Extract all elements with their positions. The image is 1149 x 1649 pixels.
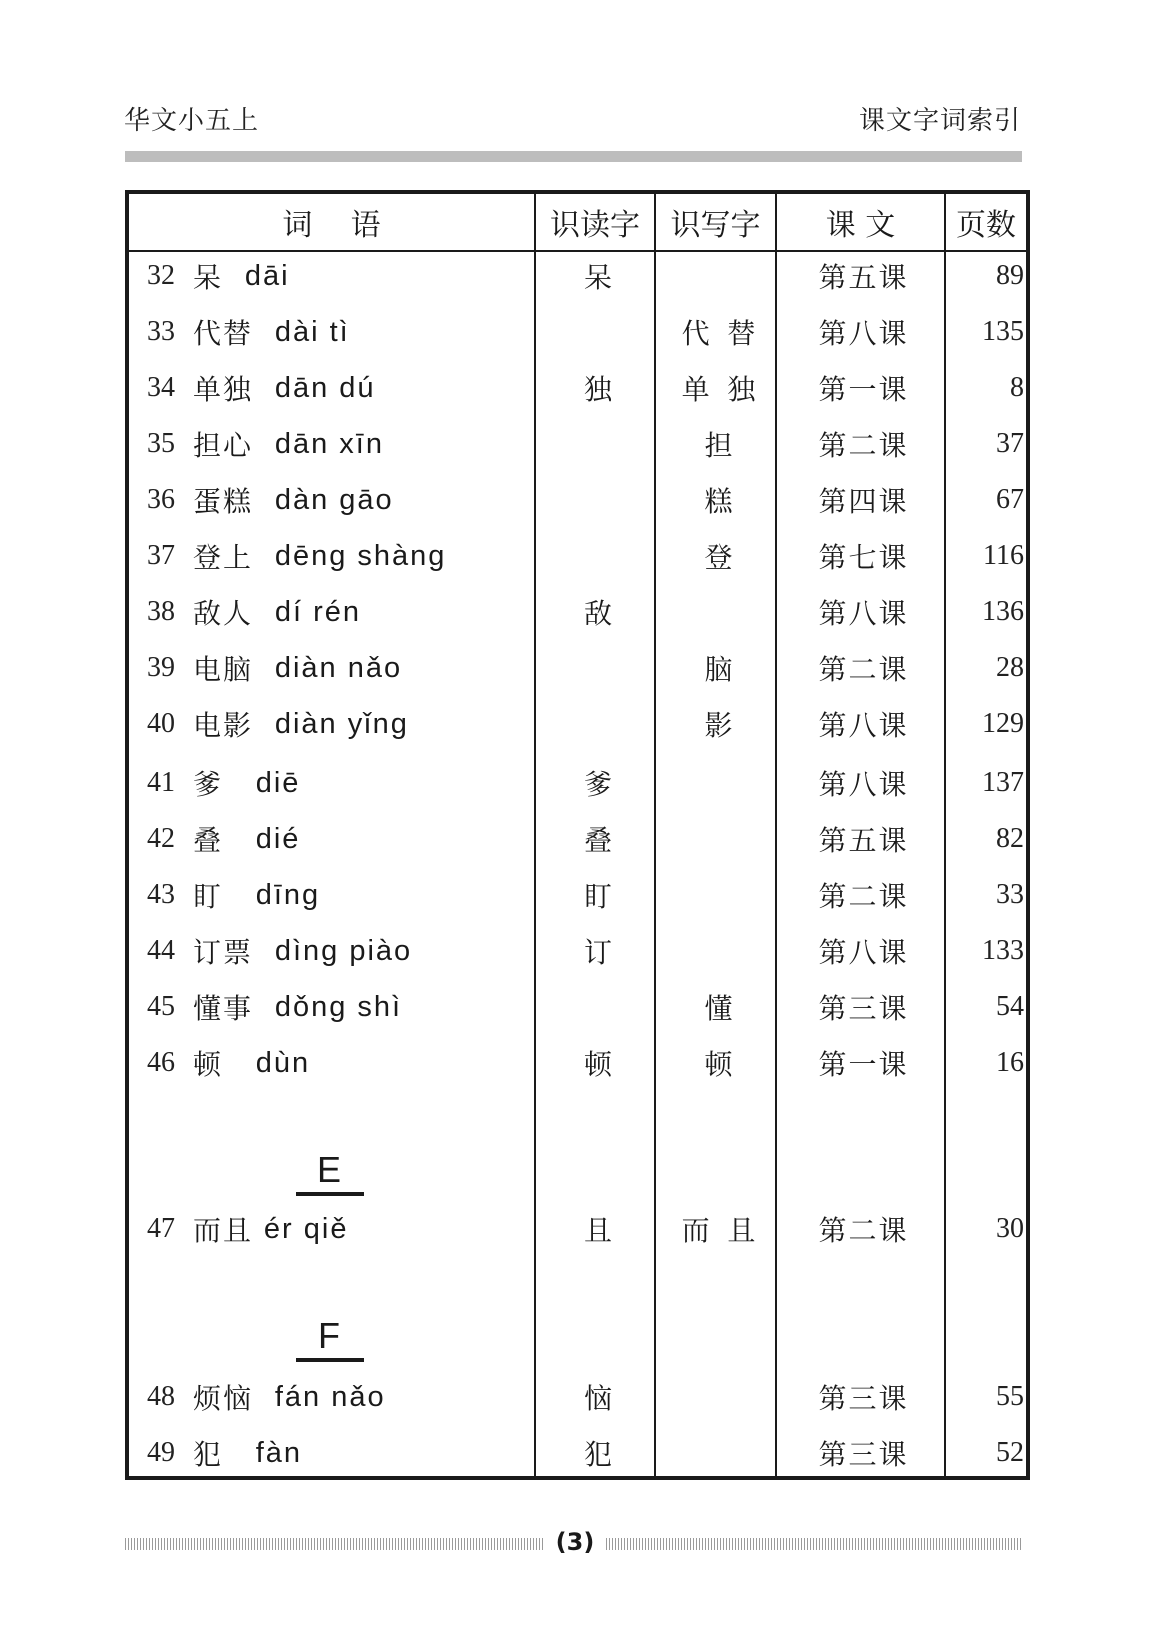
table-row [129,534,1026,578]
entry-word: 叠 dié [193,822,301,857]
table-row [129,873,1026,917]
lesson: 第八课 [818,768,909,801]
entry-word: 顿 dùn [193,1046,311,1081]
write-char [658,254,779,298]
entry-number: 44 [147,935,175,966]
table-row [129,590,1026,634]
write-char: 而 且 [681,1214,756,1247]
read-char [538,702,658,746]
table-row [129,1431,1026,1475]
write-char: 影 [704,709,733,742]
lesson: 第二课 [818,653,909,686]
page-ref: 16 [996,1047,1024,1078]
entry-number: 33 [147,316,175,347]
section-underline [296,1358,364,1362]
lesson: 第一课 [818,1048,909,1081]
write-char [658,929,779,973]
table-row [129,366,1026,410]
entry-number: 41 [147,767,175,798]
header-divider [129,250,1026,252]
lesson: 第七课 [818,541,909,574]
entry-word: 电脑 diàn nǎo [193,651,403,686]
vocabulary-index-table [125,190,1030,1480]
page-ref: 37 [996,428,1024,459]
table-row [129,254,1026,298]
entry-word: 烦恼 fán nǎo [193,1380,386,1415]
read-char: 订 [583,936,612,969]
entry-number: 42 [147,823,175,854]
read-char [538,310,658,354]
write-char [658,761,779,805]
write-char: 脑 [704,653,733,686]
page-ref: 55 [996,1381,1024,1412]
page-ref: 67 [996,484,1024,515]
entry-number: 46 [147,1047,175,1078]
lesson: 第二课 [818,880,909,913]
footer-rule-right [606,1538,1022,1550]
page-ref: 129 [982,708,1024,739]
table-row [129,702,1026,746]
write-char: 担 [704,429,733,462]
page-ref: 30 [996,1213,1024,1244]
entry-pinyin: fàn [255,1436,303,1469]
entry-number: 43 [147,879,175,910]
write-char: 顿 [704,1048,733,1081]
page-ref: 33 [996,879,1024,910]
entry-word: 蛋糕 dàn gāo [193,483,394,518]
column-header-page: 页数 [956,208,1016,243]
entry-word: 盯 dīng [193,878,321,913]
table-row [129,1041,1026,1085]
lesson: 第二课 [818,429,909,462]
column-header-write-char: 识写字 [670,208,761,243]
read-char: 盯 [583,880,612,913]
page-ref: 28 [996,652,1024,683]
table-row [129,478,1026,522]
table-row [129,761,1026,805]
read-char: 爹 [583,768,612,801]
table-row [129,985,1026,1029]
read-char: 恼 [583,1382,612,1415]
entry-number: 40 [147,708,175,739]
section-underline [296,1192,364,1196]
entry-word: 而且 ér qiě [193,1212,349,1247]
lesson: 第三课 [818,1382,909,1415]
page-number: (3) [555,1528,595,1556]
table-row [129,929,1026,973]
entry-number: 34 [147,372,175,403]
read-char: 敌 [583,597,612,630]
entry-word: 呆 dāi [193,259,290,294]
lesson: 第八课 [818,709,909,742]
page-ref: 82 [996,823,1024,854]
running-head-book-title: 华文小五上 [124,106,260,136]
page-ref: 52 [996,1437,1024,1468]
entry-pinyin: dí rén [274,595,361,628]
entry-word: 敌人 dí rén [193,595,361,630]
column-header-lesson: 课 文 [825,208,896,243]
entry-word: 订票 dìng piào [193,934,413,969]
read-char: 犯 [583,1438,612,1471]
table-row [129,422,1026,466]
entry-number: 45 [147,991,175,1022]
entry-word: 登上 dēng shàng [193,539,447,574]
lesson: 第八课 [818,597,909,630]
write-char: 懂 [704,992,733,1025]
write-char: 糕 [704,485,733,518]
lesson: 第五课 [818,261,909,294]
page-ref: 8 [1010,372,1024,403]
footer-rule-left [125,1538,543,1550]
entry-number: 36 [147,484,175,515]
entry-number: 48 [147,1381,175,1412]
entry-number: 47 [147,1213,175,1244]
entry-word: 单独 dān dú [193,371,376,406]
section-letter-e: E [316,1149,341,1190]
entry-pinyin: diàn yǐng [274,707,409,740]
entry-number: 32 [147,260,175,291]
entry-pinyin: dìng piào [274,934,413,967]
entry-pinyin: diē [255,766,301,799]
entry-number: 39 [147,652,175,683]
entry-word: 担心 dān xīn [193,427,384,462]
page-ref: 133 [982,935,1024,966]
entry-pinyin: dié [255,822,301,855]
lesson: 第二课 [818,1214,909,1247]
entry-pinyin: dān dú [274,371,376,404]
entry-number: 49 [147,1437,175,1468]
entry-number: 38 [147,596,175,627]
header-divider-bar [125,151,1022,162]
entry-number: 35 [147,428,175,459]
write-char: 登 [704,541,733,574]
page-ref: 137 [982,767,1024,798]
entry-word: 电影 diàn yǐng [193,707,409,742]
page-ref: 116 [983,540,1024,571]
page-ref: 54 [996,991,1024,1022]
read-char [538,422,658,466]
entry-word: 犯 fàn [193,1436,303,1471]
write-char: 代 替 [681,317,756,350]
entry-pinyin: dāi [244,259,290,292]
entry-pinyin: dùn [255,1046,311,1079]
entry-number: 37 [147,540,175,571]
page-ref: 136 [982,596,1024,627]
read-char: 顿 [583,1048,612,1081]
section-letter-f: F [318,1315,340,1356]
lesson: 第三课 [818,992,909,1025]
lesson: 第三课 [818,1438,909,1471]
entry-word: 爹 diē [193,766,301,801]
write-char [658,1431,779,1475]
page-ref: 89 [996,260,1024,291]
entry-pinyin: dān xīn [274,427,384,460]
read-char: 叠 [583,824,612,857]
entry-word: 懂事 dǒng shì [193,990,403,1025]
table-row [129,1207,1026,1251]
table-row [129,310,1026,354]
read-char: 独 [583,373,612,406]
entry-pinyin: dǒng shì [274,990,403,1023]
entry-pinyin: dàn gāo [274,483,394,516]
column-header-word: 词 语 [282,208,381,243]
read-char [538,985,658,1029]
entry-pinyin: dīng [255,878,321,911]
entry-pinyin: diàn nǎo [274,651,403,684]
write-char [658,817,779,861]
lesson: 第八课 [818,317,909,350]
read-char: 呆 [583,261,612,294]
running-head-section-title: 课文字词索引 [858,106,1021,136]
read-char: 且 [583,1214,612,1247]
entry-pinyin: fán nǎo [274,1380,386,1413]
entry-pinyin: ér qiě [263,1212,349,1245]
write-char [658,590,779,634]
lesson: 第八课 [818,936,909,969]
entry-word: 代替 dài tì [193,315,350,350]
table-row [129,817,1026,861]
table-row [129,646,1026,690]
page-ref: 135 [982,316,1024,347]
lesson: 第一课 [818,373,909,406]
entry-pinyin: dài tì [274,315,350,348]
entry-pinyin: dēng shàng [274,539,447,572]
write-char: 单 独 [681,373,756,406]
read-char [538,646,658,690]
column-header-read-char: 识读字 [550,208,640,243]
read-char [538,478,658,522]
table-row [129,1375,1026,1419]
lesson: 第四课 [818,485,909,518]
write-char [658,873,779,917]
lesson: 第五课 [818,824,909,857]
write-char [658,1375,779,1419]
read-char [538,534,658,578]
